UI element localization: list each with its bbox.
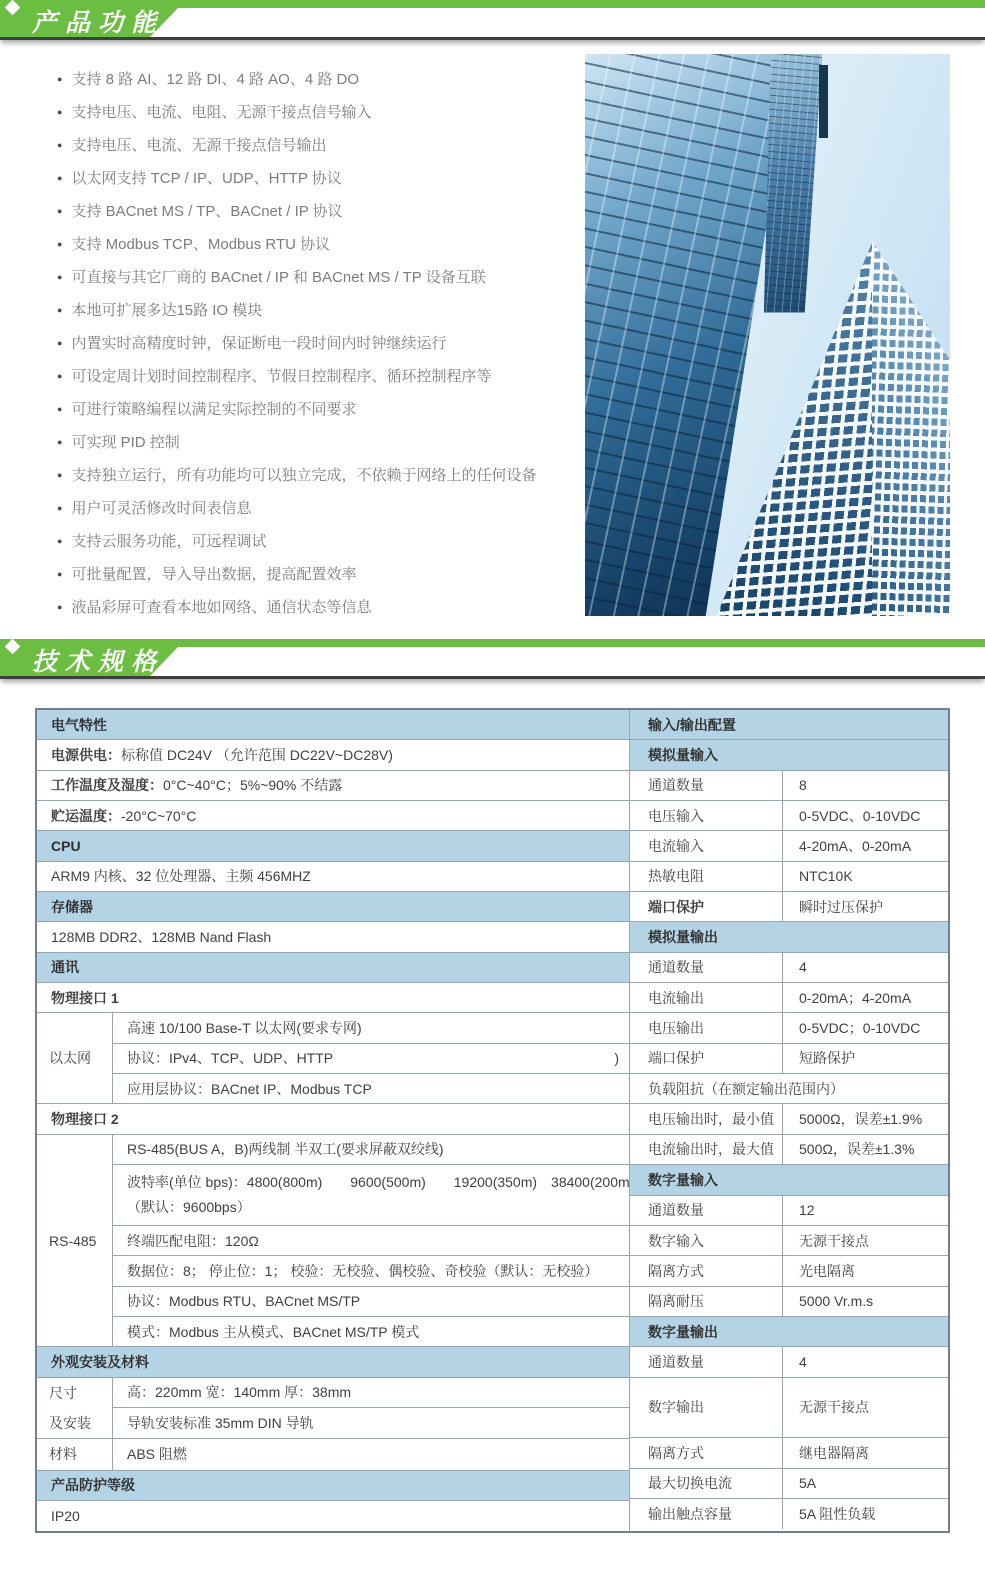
spec-row (630, 892, 948, 922)
spec-value: 0-5VDC；0-10VDC (799, 1020, 921, 1037)
spec-cell-text: 协议：IPv4、TCP、UDP、HTTP (127, 1050, 334, 1067)
spec-cell-text: ARM9 内核、32 位处理器、主频 456MHZ (51, 868, 311, 885)
spec-group-label-line: 材料 (49, 1446, 77, 1463)
spec-row (630, 801, 948, 831)
spec-cell-text: 模式：Modbus 主从模式、BACnet MS/TP 模式 (127, 1323, 420, 1340)
spec-key: 通道数量 (630, 771, 783, 800)
spec-key: 电压输出 (630, 1013, 783, 1042)
spec-key: 隔离耐压 (630, 1287, 783, 1316)
spec-key: 隔离方式 (630, 1438, 783, 1467)
spec-row (113, 1044, 629, 1074)
spec-value: 4-20mA、0-20mA (799, 838, 912, 855)
spec-group-label (37, 1378, 113, 1439)
spec-row (37, 1104, 629, 1134)
spec-cell-label: 贮运温度： (51, 807, 121, 824)
spec-section-header: 数字量输出 (630, 1317, 948, 1347)
spec-value: 瞬时过压保护 (799, 898, 883, 915)
spec-row (37, 801, 629, 831)
spec-group-rows (113, 1013, 629, 1103)
spec-section-header: 外观安装及材料 (37, 1347, 629, 1377)
spec-value: 5A 阻性负载 (799, 1506, 876, 1523)
feature-item: ● 可进行策略编程以满足实际控制的不同要求 (57, 392, 545, 425)
feature-item: ● 内置实时高精度时钟，保证断电一段时间内时钟继续运行 (57, 326, 545, 359)
spec-key: 电流输出时，最大值 (630, 1135, 783, 1164)
features-list (0, 54, 545, 623)
spec-row (113, 1074, 629, 1103)
spec-group (37, 1013, 629, 1104)
spec-row (630, 862, 948, 892)
spec-row (630, 1013, 948, 1043)
spec-key: 数字输入 (630, 1226, 783, 1255)
spec-group-rows (113, 1135, 630, 1346)
spec-row (630, 1499, 948, 1529)
spec-row (113, 1226, 630, 1256)
spec-row (113, 1135, 630, 1165)
spec-group-label (37, 1439, 113, 1469)
spec-key: 通道数量 (630, 1347, 783, 1376)
spec-row (37, 771, 629, 801)
spec-cell-text: 128MB DDR2、128MB Nand Flash (51, 929, 272, 946)
building-grid-right-face (872, 239, 950, 616)
spec-cell-text: 高速 10/100 Base-T 以太网(要求专网) (127, 1020, 362, 1037)
spec-cell-text: 物理接口 1 (51, 989, 119, 1006)
spec-value: 5A (799, 1475, 817, 1492)
spec-row (630, 1469, 948, 1499)
spec-cell-text: RS-485(BUS A，B)两线制 半双工(要求屏蔽双绞线) (127, 1141, 444, 1158)
spec-row (37, 983, 629, 1013)
spec-cell-text: -20°C~70°C (121, 807, 197, 824)
spec-key: 端口保护 (630, 1044, 783, 1073)
spec-row (37, 862, 629, 892)
banner-slant-decoration (150, 8, 985, 37)
feature-item: ● 可批量配置，导入导出数据，提高配置效率 (57, 557, 545, 590)
feature-item: ● 支持 BACnet MS / TP、BACnet / IP 协议 (57, 194, 545, 227)
spec-row (630, 953, 948, 983)
spec-cell-text: 波特率(单位 bps)：4800(800m) 9600(500m) 19200(350m) 38400(200m (127, 1174, 630, 1190)
spec-section-header: 产品防护等级 (37, 1471, 629, 1501)
spec-group-label-line: 以太网 (49, 1050, 91, 1067)
spec-row (630, 771, 948, 801)
feature-item: ● 支持电压、电流、电阻、无源干接点信号输入 (57, 95, 545, 128)
spec-cell-text: 终端匹配电阻：120Ω (127, 1232, 259, 1249)
building-antenna-block (819, 65, 828, 138)
spec-key: 端口保护 (630, 892, 783, 921)
spec-group-rows (113, 1378, 629, 1439)
spec-left-panel (37, 710, 629, 1531)
feature-item: ● 支持电压、电流、无源干接点信号输出 (57, 128, 545, 161)
spec-row (113, 1165, 630, 1226)
spec-cell-text: （默认：9600bps） (127, 1199, 251, 1215)
spec-section (35, 708, 950, 1533)
spec-key: 通道数量 (630, 1196, 783, 1225)
spec-key: 电流输入 (630, 831, 783, 860)
spec-row (630, 983, 948, 1013)
spec-section-header: 通讯 (37, 953, 629, 983)
spec-row (630, 1044, 948, 1074)
spec-section-header: 数字量输入 (630, 1165, 948, 1195)
spec-value: 500Ω，误差±1.3% (799, 1141, 915, 1158)
feature-item: ● 以太网支持 TCP / IP、UDP、HTTP 协议 (57, 161, 545, 194)
spec-group-label (37, 1013, 113, 1103)
feature-item: ● 可直接与其它厂商的 BACnet / IP 和 BACnet MS / TP 设备互联 (57, 260, 545, 293)
banner-title-specs: 技术规格 (32, 648, 165, 676)
spec-key: 最大切换电流 (630, 1469, 783, 1498)
spec-value: 4 (799, 959, 807, 976)
feature-item: ● 液晶彩屏可查看本地如网络、通信状态等信息 (57, 590, 545, 623)
spec-cell-text: 0°C~40°C；5%~90% 不结露 (163, 777, 343, 794)
spec-cell-text: 标称值 DC24V （允许范围 DC22V~DC28V) (121, 747, 393, 764)
spec-group-rows (113, 1439, 629, 1469)
spec-row (113, 1317, 630, 1346)
spec-row (630, 831, 948, 861)
spec-key: 输出触点容量 (630, 1499, 783, 1529)
spec-group-label (37, 1135, 113, 1346)
spec-row (630, 1438, 948, 1468)
spec-value: 0-20mA；4-20mA (799, 989, 912, 1006)
spec-section-header: 电气特性 (37, 710, 629, 740)
spec-cell-text: 高：220mm 宽：140mm 厚：38mm (127, 1384, 352, 1401)
spec-key: 电压输出时，最小值 (630, 1104, 783, 1133)
spec-row (113, 1013, 629, 1043)
spec-key: 电压输入 (630, 801, 783, 830)
spec-section-header: 存储器 (37, 892, 629, 922)
diamond-icon (5, 639, 21, 655)
spec-value: 8 (799, 777, 807, 794)
spec-cell-paren: ) (614, 1050, 619, 1067)
spec-row (113, 1256, 630, 1286)
spec-table (35, 708, 950, 1533)
spec-row (630, 1196, 948, 1226)
spec-section-header: CPU (37, 831, 629, 861)
spec-value: NTC10K (799, 868, 853, 885)
feature-item: ● 支持 Modbus TCP、Modbus RTU 协议 (57, 227, 545, 260)
spec-group (37, 1378, 629, 1440)
spec-value: 4 (799, 1353, 807, 1370)
spec-group (37, 1135, 629, 1347)
diamond-icon (5, 0, 21, 15)
spec-row (37, 1501, 629, 1531)
spec-value: 12 (799, 1202, 815, 1219)
spec-value: 继电器隔离 (799, 1444, 869, 1461)
banner-slant-decoration (150, 647, 985, 676)
spec-value: 无源干接点 (799, 1232, 869, 1249)
spec-group-label-line: 及安装 (49, 1415, 91, 1432)
spec-cell-text: 应用层协议：BACnet IP、Modbus TCP (127, 1080, 372, 1097)
spec-value: 5000 Vr.m.s (799, 1293, 874, 1310)
feature-item: ● 可实现 PID 控制 (57, 425, 545, 458)
spec-value: 短路保护 (799, 1050, 855, 1067)
spec-key: 电流输出 (630, 983, 783, 1012)
spec-cell-label: 工作温度及湿度： (51, 777, 163, 794)
spec-row (630, 1347, 948, 1377)
spec-key: 数字输出 (630, 1378, 783, 1438)
spec-key: 隔离方式 (630, 1256, 783, 1285)
banner-title-features: 产品功能 (32, 9, 165, 37)
spec-value: 5000Ω，误差±1.9% (799, 1111, 923, 1128)
feature-item: ● 支持 8 路 AI、12 路 DI、4 路 AO、4 路 DO (57, 62, 545, 95)
spec-row (113, 1408, 629, 1437)
spec-section-header: 模拟量输出 (630, 922, 948, 952)
banner-tech-specs (0, 639, 985, 679)
spec-row (630, 1104, 948, 1134)
spec-row (113, 1287, 630, 1317)
feature-item: ● 可设定周计划时间控制程序、节假日控制程序、循环控制程序等 (57, 359, 545, 392)
spec-group (37, 1439, 629, 1470)
feature-item: ● 用户可灵活修改时间表信息 (57, 491, 545, 524)
spec-cell-text: ABS 阻燃 (127, 1445, 187, 1462)
spec-value: 光电隔离 (799, 1262, 855, 1279)
spec-row (113, 1439, 629, 1468)
spec-row (630, 1287, 948, 1317)
spec-key: 通道数量 (630, 953, 783, 982)
spec-section-header: 输入/输出配置 (630, 710, 948, 740)
spec-value: 无源干接点 (799, 1399, 869, 1416)
spec-group-label-line: 尺寸 (49, 1384, 77, 1401)
spec-cell-label: 电源供电： (51, 747, 121, 764)
spec-cell-text: IP20 (51, 1508, 80, 1525)
feature-item: ● 支持独立运行，所有功能均可以独立完成，不依赖于网络上的任何设备 (57, 458, 545, 491)
spec-cell-text: 导轨安装标准 35mm DIN 导轨 (127, 1414, 314, 1431)
spec-cell-text: 数据位：8； 停止位：1； 校验：无校验、偶校验、奇校验（默认：无校验） (127, 1262, 599, 1279)
feature-item: ● 本地可扩展多达15路 IO 模块 (57, 293, 545, 326)
spec-row: 负载阻抗（在额定输出范围内） (630, 1074, 948, 1104)
spec-value: 0-5VDC、0-10VDC (799, 807, 921, 824)
spec-row (630, 1226, 948, 1256)
skyscrapers-photo (585, 54, 950, 616)
spec-cell-text: 协议：Modbus RTU、BACnet MS/TP (127, 1293, 361, 1310)
features-section (0, 54, 985, 623)
spec-row (630, 1378, 948, 1439)
feature-item: ● 支持云服务功能，可远程调试 (57, 524, 545, 557)
spec-row (630, 1256, 948, 1286)
spec-section-header: 模拟量输入 (630, 740, 948, 770)
spec-right-panel (629, 710, 948, 1531)
spec-row (37, 740, 629, 770)
banner-product-features (0, 0, 985, 40)
spec-row (630, 1135, 948, 1165)
spec-row (113, 1378, 629, 1408)
spec-cell-text: 物理接口 2 (51, 1111, 119, 1128)
building-middle-tower (764, 54, 822, 313)
spec-group-label-line: RS-485 (49, 1232, 97, 1249)
spec-key: 热敏电阻 (630, 862, 783, 891)
spec-row (37, 922, 629, 952)
